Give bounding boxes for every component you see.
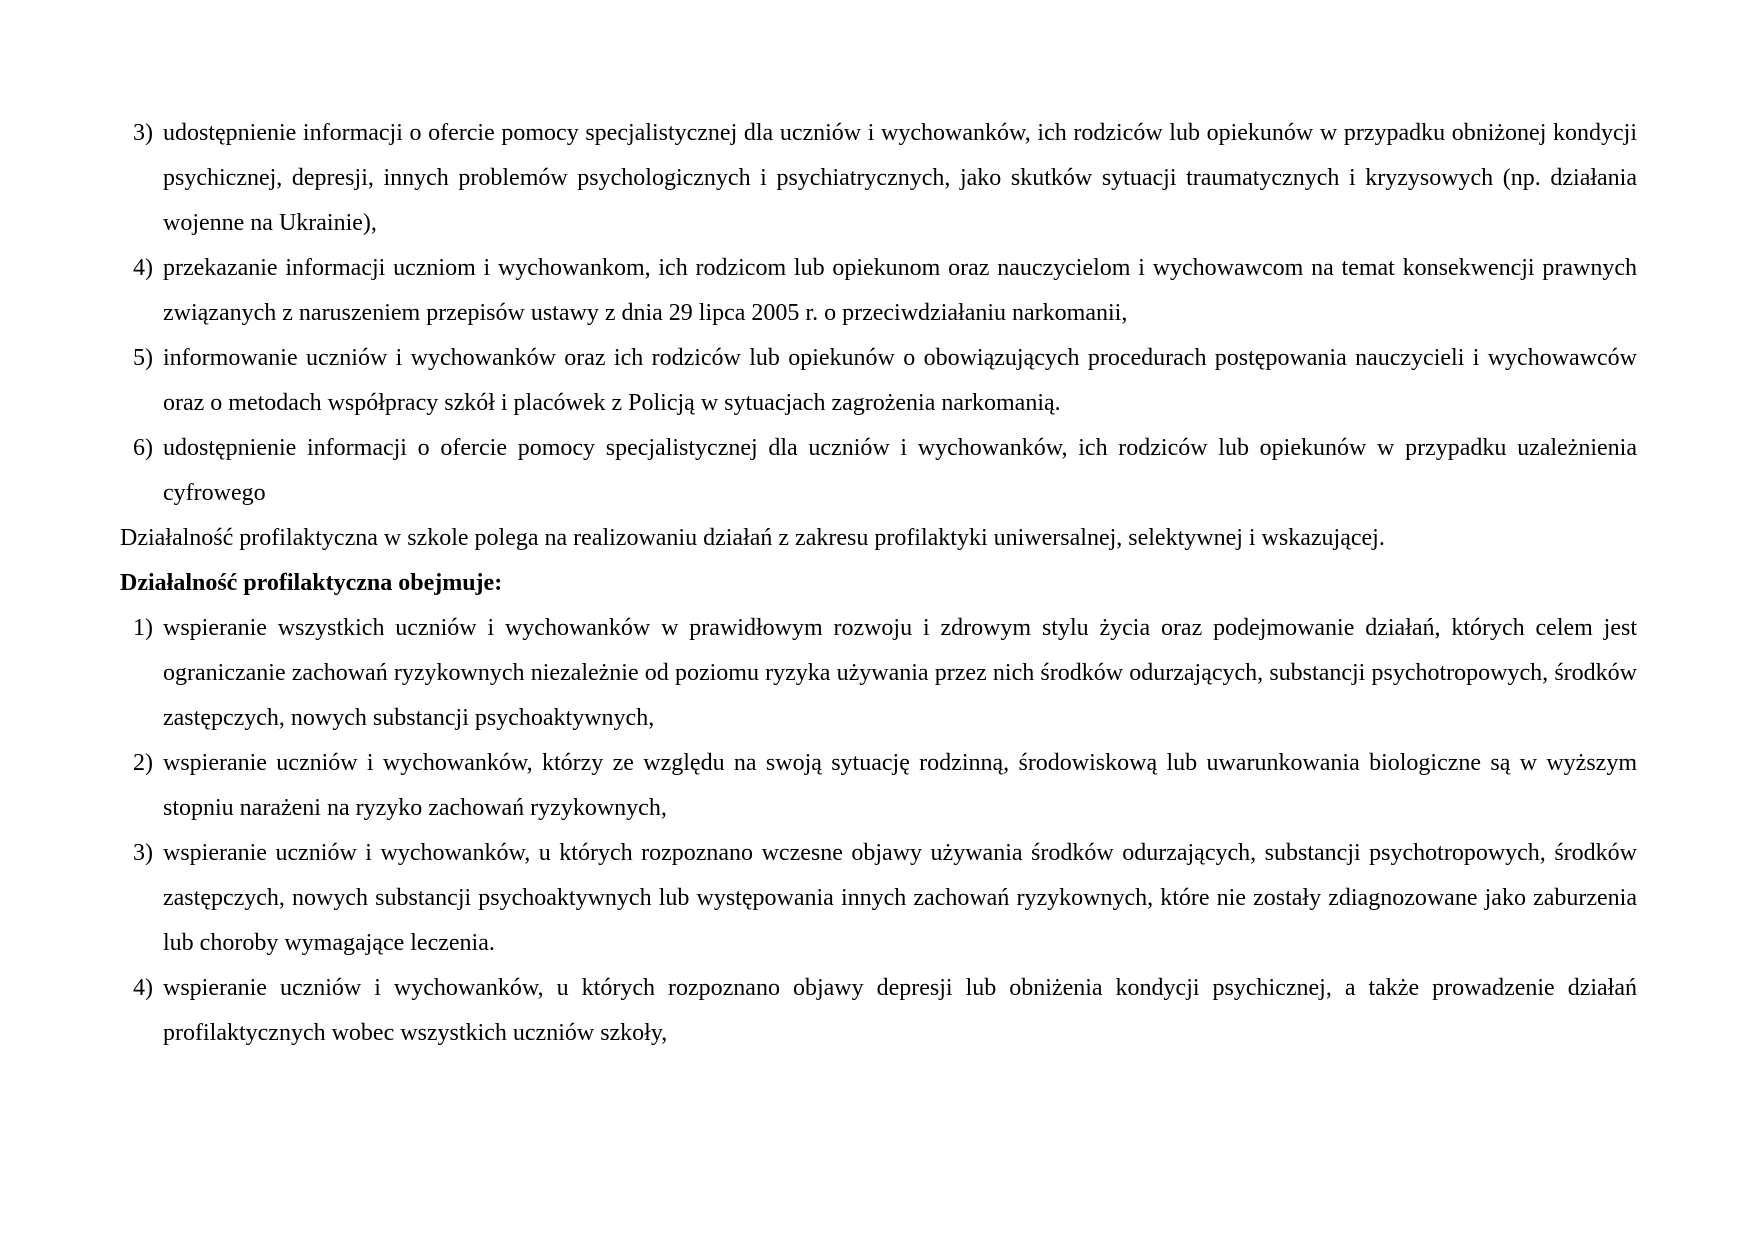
list-item (120, 246, 1637, 336)
list-item (120, 426, 1637, 516)
list-item-text: udostępnienie informacji o ofercie pomocy specjalistycznej dla uczniów i wychowanków, ich rodziców lub opiekunów w przypadku uzależnienia cyfrowego (163, 435, 1637, 506)
list-item-number: 1) (133, 615, 153, 641)
list-item-number: 3) (133, 840, 153, 866)
numbered-list-main (120, 606, 1637, 1056)
list-item-text: udostępnienie informacji o ofercie pomocy specjalistycznej dla uczniów i wychowanków, ich rodziców lub opiekunów w przypadku obniżonej kondycji psychicznej, depresji, innych problemów psychologicznych i psychiatrycznych, jako skutków sytuacji traumatycznych i kryzysowych (np. działania wojenne na Ukrainie), (163, 120, 1637, 236)
list-item-number: 2) (133, 750, 153, 776)
list-item-text: wspieranie uczniów i wychowanków, którzy ze względu na swoją sytuację rodzinną, środowiskową lub uwarunkowania biologiczne są w wyższym stopniu narażeni na ryzyko zachowań ryzykownych, (163, 750, 1637, 821)
section-heading: Działalność profilaktyczna obejmuje: (120, 570, 503, 596)
list-item-number: 6) (133, 435, 153, 461)
list-item-number: 3) (133, 120, 153, 146)
list-item (120, 741, 1637, 831)
list-item-text: wspieranie uczniów i wychowanków, u których rozpoznano wczesne objawy używania środków odurzających, substancji psychotropowych, środków zastępczych, nowych substancji psychoaktywnych lub występowania innych zachowań ryzykownych, które nie zostały zdiagnozowane jako zaburzenia lub choroby wymagające leczenia. (163, 840, 1637, 956)
list-item-text: wspieranie uczniów i wychowanków, u których rozpoznano objawy depresji lub obniżenia kondycji psychicznej, a także prowadzenie działań profilaktycznych wobec wszystkich uczniów szkoły, (163, 975, 1637, 1046)
list-item-number: 4) (133, 255, 153, 281)
list-item-number: 5) (133, 345, 153, 371)
list-item-text: informowanie uczniów i wychowanków oraz ich rodziców lub opiekunów o obowiązujących procedurach postępowania nauczycieli i wychowawców oraz o metodach współpracy szkół i placówek z Policją w sytuacjach zagrożenia narkomanią. (163, 345, 1637, 416)
numbered-list-top (120, 111, 1637, 516)
body-paragraph: Działalność profilaktyczna w szkole polega na realizowaniu działań z zakresu profilaktyki uniwersalnej, selektywnej i wskazującej. (120, 525, 1385, 551)
list-item (120, 111, 1637, 246)
list-item (120, 966, 1637, 1056)
list-item (120, 336, 1637, 426)
list-item (120, 606, 1637, 741)
list-item-number: 4) (133, 975, 153, 1001)
list-item (120, 831, 1637, 966)
list-item-text: przekazanie informacji uczniom i wychowankom, ich rodzicom lub opiekunom oraz nauczycielom i wychowawcom na temat konsekwencji prawnych związanych z naruszeniem przepisów ustawy z dnia 29 lipca 2005 r. o przeciwdziałaniu narkomanii, (163, 255, 1637, 326)
list-item-text: wspieranie wszystkich uczniów i wychowanków w prawidłowym rozwoju i zdrowym stylu życia oraz podejmowanie działań, których celem jest ograniczanie zachowań ryzykownych niezależnie od poziomu ryzyka używania przez nich środków odurzających, substancji psychotropowych, środków zastępczych, nowych substancji psychoaktywnych, (163, 615, 1637, 731)
